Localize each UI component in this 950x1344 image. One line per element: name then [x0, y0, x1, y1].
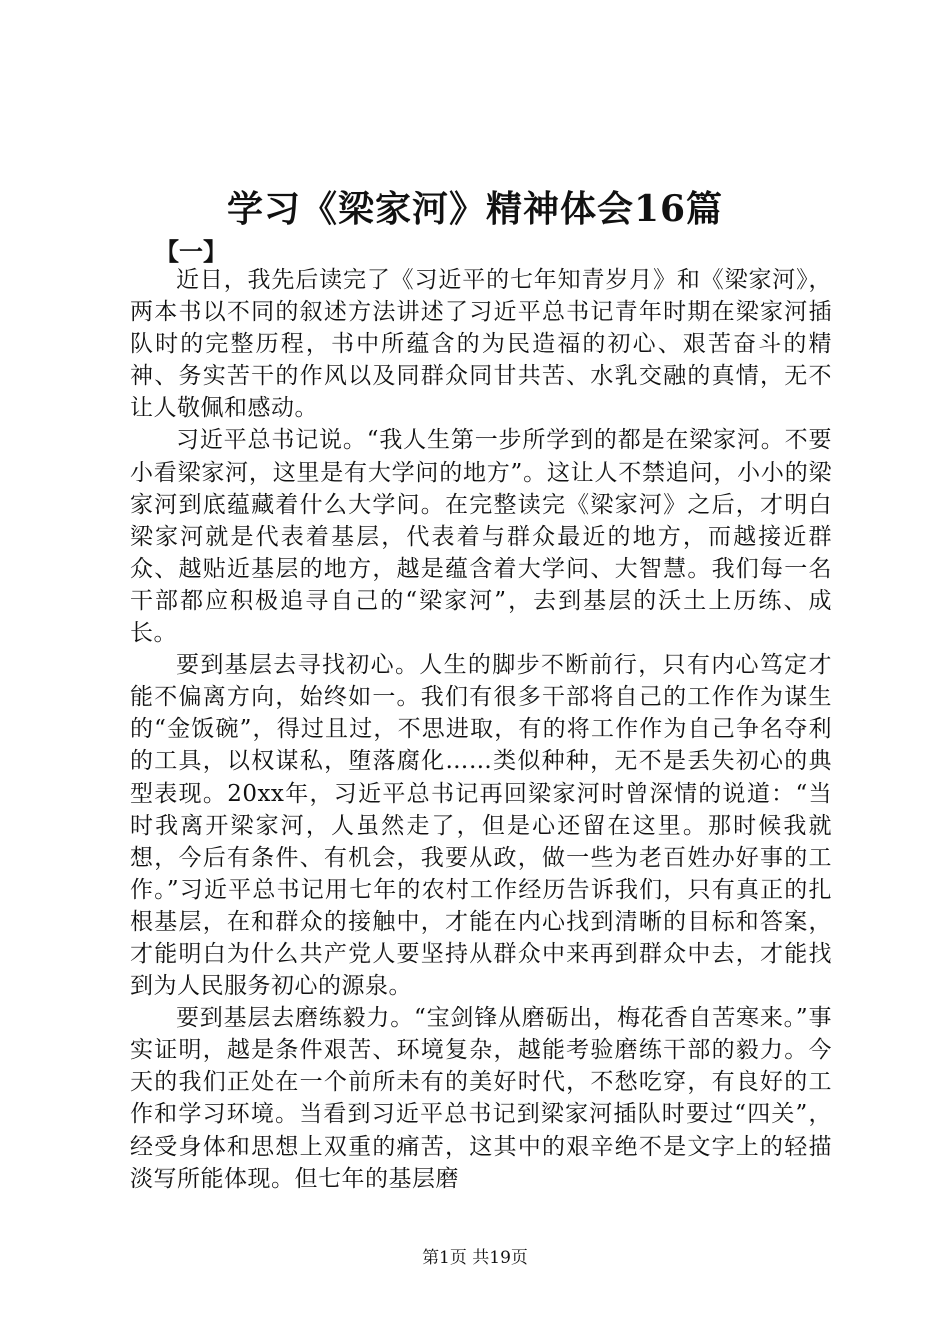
page-footer: 第1页 共19页 [422, 1248, 528, 1268]
paragraph-4: 要到基层去磨练毅力。“宝剑锋从磨砺出，梅花香自苦寒来。”事实证明，越是条件艰苦、环境复杂，越能考验磨练干部的毅力。今天的我们正处在一个前所未有的美好时代，不愁吃穿，有良好的工作和学习环境。当看到习近平总书记到梁家河插队时要过“四关”，经受身体和思想上双重的痛苦，这其中的艰辛绝不是文字上的轻描淡写所能体现。但七年的基层磨 [130, 1005, 832, 1192]
document-title: 学习《梁家河》精神体会16篇 [226, 188, 724, 230]
paragraph-1: 近日，我先后读完了《习近平的七年知青岁月》和《梁家河》，两本书以不同的叙述方法讲述了习近平总书记青年时期在梁家河插队时的完整历程，书中所蕴含的为民造福的初心、艰苦奋斗的精神、务实苦干的作风以及同群众同甘共苦、水乳交融的真情，无不让人敬佩和感动。 [130, 267, 832, 422]
section-heading: 【一】 [155, 237, 227, 266]
paragraph-2: 习近平总书记说。“我人生第一步所学到的都是在梁家河。不要小看梁家河，这里是有大学问的地方”。这让人不禁追问，小小的梁家河到底蕴藏着什么大学问。在完整读完《梁家河》之后，才明白梁家河就是代表着基层，代表着与群众最近的地方，而越接近群众、越贴近基层的地方，越是蕴含着大学问、大智慧。我们每一名干部都应积极追寻自己的“梁家河”，去到基层的沃土上历练、成长。 [130, 427, 832, 647]
document-body [130, 264, 832, 1195]
paragraph-3: 要到基层去寻找初心。人生的脚步不断前行，只有内心笃定才能不偏离方向，始终如一。我们有很多干部将自己的工作作为谋生的“金饭碗”，得过且过，不思进取，有的将工作作为自己争名夺利的工具，以权谋私，堕落腐化……类似种种，无不是丢失初心的典型表现。20xx年，习近平总书记再回梁家河时曾深情的说道：“当时我离开梁家河，人虽然走了，但是心还留在这里。那时候我就想，今后有条件、有机会，我要从政，做一些为老百姓办好事的工作。”习近平总书记用七年的农村工作经历告诉我们，只有真正的扎根基层，在和群众的接触中，才能在内心找到清晰的目标和答案，才能明白为什么共产党人要坚持从群众中来再到群众中去，才能找到为人民服务初心的源泉。 [130, 652, 832, 1000]
